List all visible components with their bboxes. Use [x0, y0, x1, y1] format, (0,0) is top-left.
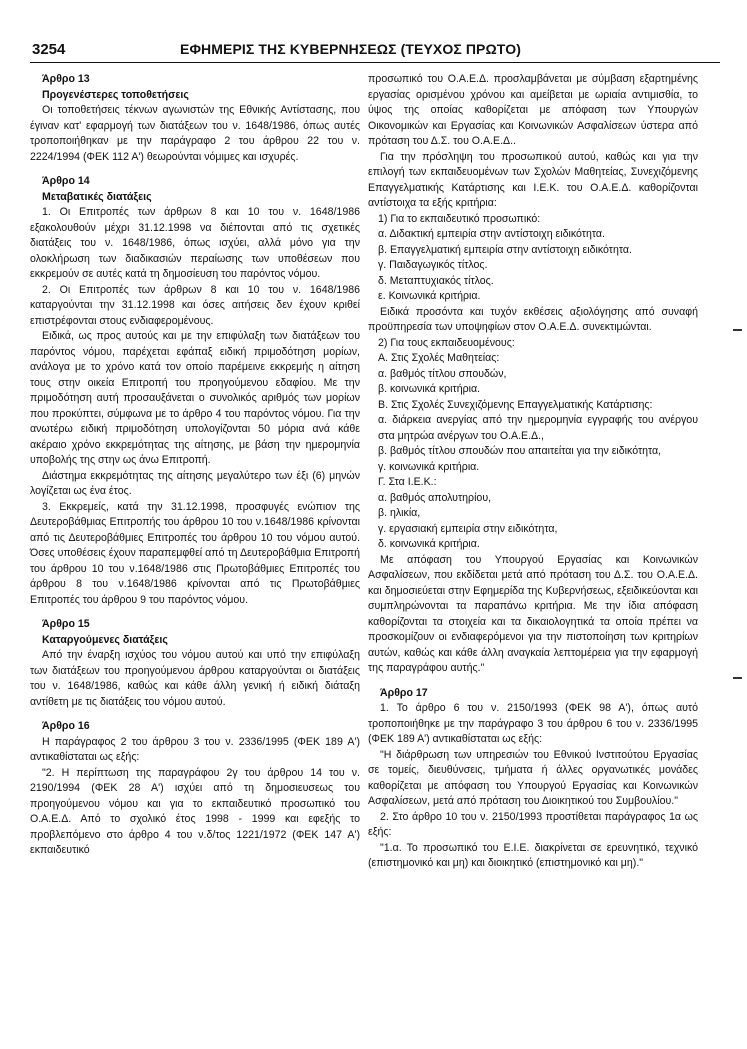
- article-15-paragraph: Από την έναρξη ισχύος του νόμου αυτού και υπό την επιφύλαξη των διατάξεων του προηγούμενου άρθρου καταργούνται οι διατάξεις του ν. 1648/1986, καθώς και κάθε άλλη γενική ή ειδική διάταξη αντίθετη με τις διατάξεις του νόμου αυτού.: [30, 649, 360, 708]
- article-17-title: Άρθρο 17: [380, 686, 428, 699]
- list-item: α. βαθμός απολυτηρίου,: [378, 491, 492, 504]
- list-item: β. κοινωνικά κριτήρια.: [378, 383, 481, 395]
- article-17-paragraph-3: 2. Στο άρθρο 10 του ν. 2150/1993 προστίθεται παράγραφος 1α ως εξής:: [368, 810, 698, 838]
- margin-mark: [733, 329, 742, 331]
- article-14-paragraph-2: 2. Οι Επιτροπές των άρθρων 8 και 10 του ν. 1648/1986 καταργούνται την 31.12.1998 και όσες αιτήσεις δεν έχουν κριθεί επιστρέφονται στους ενδιαφερομένους.: [30, 283, 360, 327]
- school-b-heading: Β. Στις Σχολές Συνεχιζόμενης Επαγγελματικής Κατάρτισης:: [378, 398, 653, 411]
- margin-mark: [733, 677, 742, 679]
- special-qualifications-paragraph: Ειδικά προσόντα και τυχόν εκθέσεις αξιολόγησης από συναφή προϋπηρεσία των υποψηφίων στον Ο.Α.Ε.Δ. συνεκτιμώνται.: [368, 305, 698, 333]
- list-item: ε. Κοινωνικά κριτήρια.: [378, 290, 481, 302]
- page-number: 3254: [32, 41, 66, 58]
- list-item: α. διάρκεια ανεργίας από την ημερομηνία εγγραφής του ανέργου στα μητρώα ανέργων του Ο.Α.Ε.Δ.,: [378, 414, 698, 442]
- article-17-paragraph-4: "1.α. Το προσωπικό του Ε.Ι.Ε. διακρίνεται σε ερευνητικό, τεχνικό (επιστημονικό και μη) και διοικητικό (επιστημονικό και μη).": [368, 841, 698, 869]
- list-heading-trainees: 2) Για τους εκπαιδευομένους:: [378, 336, 515, 349]
- list-heading-staff: 1) Για το εκπαιδευτικό προσωπικό:: [378, 212, 541, 225]
- article-17-paragraph-1: 1. Το άρθρο 6 του ν. 2150/1993 (ΦΕΚ 98 Α'), όπως αυτό τροποποιήθηκε με την παράγραφο 3 του άρθρου 6 του ν. 2336/1995 (ΦΕΚ 189 Α') αντικαθίσταται ως εξής:: [368, 702, 698, 745]
- list-item: δ. Μεταπτυχιακός τίτλος.: [378, 274, 494, 287]
- left-column: [30, 72, 360, 859]
- article-14-paragraph-4: Διάστημα εκκρεμότητας της αίτησης μεγαλύτερο των έξι (6) μηνών λογίζεται ως ένα έτος.: [30, 469, 360, 497]
- article-14-subtitle: Μεταβατικές διατάξεις: [42, 190, 152, 203]
- list-item: α. βαθμός τίτλου σπουδών,: [378, 367, 507, 380]
- list-item: γ. Παιδαγωγικός τίτλος.: [378, 259, 488, 271]
- article-16-title: Άρθρο 16: [42, 720, 90, 732]
- article-14-paragraph-3: Ειδικά, ως προς αυτούς και με την επιφύλαξη των διατάξεων του παρόντος νόμου, παρέχεται εφάπαξ ειδική πριμοδότηση μορίων, ανάλογα με το χρόνο κατά τον οποίο παρέμεινε εκκρεμής η αίτηση τους στην οικεία Επιτροπή του προηγούμενου εδαφίου. Με την πριμοδότηση αυτή προσαυξάνεται ο συνολικός αριθμός των μορίων που προκύπτει, σύμφωνα με το άρθρο 4 του παρόντος νόμου. Για την ανωτέρω ειδική πριμοδότηση υπολογίζονται 50 μόρια ανά κάθε ακέραιο χρόνο εκκρεμότητας της αίτησης, με βάση την ημερομηνία υποβολής της στην ως άνω Επιτροπή.: [30, 330, 360, 466]
- article-16-paragraph-2: "2. Η περίπτωση της παραγράφου 2γ του άρθρου 14 του ν. 2190/1994 (ΦΕΚ 28 Α') ισχύει από τη δημοσιευσεως του προηγούμενου νόμου και για το εκπαιδευτικό προσωπικό του Ο.Α.Ε.Δ. Από το σχολικό έτος 1998 - 1999 και εφεξής το προβλεπόμενο στο άρθρο 4 του ν.δ/τος 1221/1972 (ΦΕΚ 147 Α') εκπαιδευτικό: [30, 766, 360, 856]
- list-item: β. Επαγγελματική εμπειρία στην αντίστοιχη ειδικότητα.: [378, 243, 632, 256]
- list-item: γ. κοινωνικά κριτήρια.: [378, 460, 480, 473]
- article-16-paragraph-1: Η παράγραφος 2 του άρθρου 3 του ν. 2336/1995 (ΦΕΚ 189 Α') αντικαθίσταται ως εξής:: [30, 735, 360, 763]
- school-a-heading: Α. Στις Σχολές Μαθητείας:: [378, 352, 500, 364]
- journal-title: ΕΦΗΜΕΡΙΣ ΤΗΣ ΚΥΒΕΡΝΗΣΕΩΣ (ΤΕΥΧΟΣ ΠΡΩΤΟ): [180, 41, 521, 57]
- article-14-paragraph-1: 1. Οι Επιτροπές των άρθρων 8 και 10 του ν. 1648/1986 εξακολουθούν μέχρι 31.12.1998 να διέπονται από τις σχετικές διατάξεις του ν. 1648/1986, όπως ισχύει, αλλά μόνο για την ολοκλήρωση των διαδικασιών περαίωσης των υποθέσεων που εκκρεμούν σε αυτές κατά τη δημοσίευση του παρόντος νόμου.: [30, 206, 360, 280]
- article-13-paragraph: Οι τοποθετήσεις τέκνων αγωνιστών της Εθνικής Αντίστασης, που έγιναν κατ' εφαρμογή των διατάξεων του ν. 1648/1986, όπως αυτές τροποποιήθηκαν με την παράγραφο 2 του άρθρου 22 του ν. 2224/1994 (ΦΕΚ 112 Α') θεωρούνται νόμιμες και ισχυρές.: [30, 104, 360, 163]
- continuation-paragraph: προσωπικό του Ο.Α.Ε.Δ. προσλαμβάνεται με σύμβαση εξαρτημένης εργασίας ορισμένου χρόνου και αμείβεται με ωριαία αντιμισθία, το ύψος της οποίας καθορίζεται με απόφαση των Υπουργών Οικονομικών και Εργασίας και Κοινωνικών Ασφαλίσεων ύστερα από πρόταση του Δ.Σ. του Ο.Α.Ε.Δ..: [368, 73, 698, 147]
- criteria-paragraph: Για την πρόσληψη του προσωπικού αυτού, καθώς και για την επιλογή των εκπαιδευομένων των Σχολών Μαθητείας, Συνεχιζόμενης Επαγγελματικής Κατάρτισης και Ι.Ε.Κ. του Ο.Α.Ε.Δ. καθορίζονται αντίστοιχα τα εξής κριτήρια:: [368, 150, 698, 209]
- right-column: [368, 72, 698, 872]
- page-header: [30, 40, 720, 63]
- article-15-title: Άρθρο 15: [42, 618, 90, 630]
- school-c-heading: Γ. Στα Ι.Ε.Κ.:: [378, 476, 437, 488]
- list-item: β. βαθμός τίτλου σπουδών που απαιτείται για την ειδικότητα,: [378, 445, 662, 457]
- decision-paragraph: Με απόφαση του Υπουργού Εργασίας και Κοινωνικών Ασφαλίσεων, που εκδίδεται μετά από πρόταση του Δ.Σ. του Ο.Α.Ε.Δ. και δημοσιεύεται στην Εφημερίδα της Κυβερνήσεως, εξειδικεύονται και συμπληρώνονται τα παραπάνω κριτήρια. Με την ίδια απόφαση καθορίζονται τα στοιχεία και τα δικαιολογητικά τα οποία πρέπει να προσκομίζουν οι ενδιαφερόμενοι για την πιστοποίηση των κριτηρίων αυτών, καθώς και κάθε άλλη αναγκαία λεπτομέρεια για την εφαρμογή της παραγράφου αυτής.": [368, 553, 698, 674]
- article-13-subtitle: Προγενέστερες τοποθετήσεις: [42, 88, 189, 101]
- list-item: α. Διδακτική εμπειρία στην αντίστοιχη ειδικότητα.: [378, 228, 605, 240]
- list-item: γ. εργασιακή εμπειρία στην ειδικότητα,: [378, 522, 558, 535]
- article-15-subtitle: Καταργούμενες διατάξεις: [42, 633, 168, 646]
- article-17-paragraph-2: "Η διάρθρωση των υπηρεσιών του Εθνικού Ινστιτούτου Εργασίας σε τομείς, διευθύνσεις, τμήματα ή άλλες οργανωτικές μονάδες καθορίζεται με απόφαση του Υπουργού Εργασίας και Κοινωνικών Ασφαλίσεων, μετά από πρόταση του Διοικητικού του Συμβουλίου.": [368, 748, 698, 807]
- list-item: β. ηλικία,: [378, 507, 421, 519]
- article-14-title: Άρθρο 14: [42, 175, 90, 187]
- article-14-paragraph-5: 3. Εκκρεμείς, κατά την 31.12.1998, προσφυγές ενώπιον της Δευτεροβάθμιας Επιτροπής του άρθρου 10 του ν.1648/1986 κρίνονται από τις Δευτεροβάθμιες Επιτροπές του άρθρου 10 του νόμου αυτού. Όσες υποθέσεις έχουν παραπεμφθεί από τη Δευτεροβάθμια Επιτροπή του άρθρου 10 του ν.1648/1986 στις Πρωτοβάθμιες Επιτροπές του άρθρου 8 του ν.1648/1986 κρίνονται από τις Πρωτοβάθμιες Επιτροπές του άρθρου 9 του παρόντος νόμου.: [30, 500, 360, 606]
- list-item: δ. κοινωνικά κριτήρια.: [378, 538, 480, 550]
- article-13-title: Άρθρο 13: [42, 73, 90, 85]
